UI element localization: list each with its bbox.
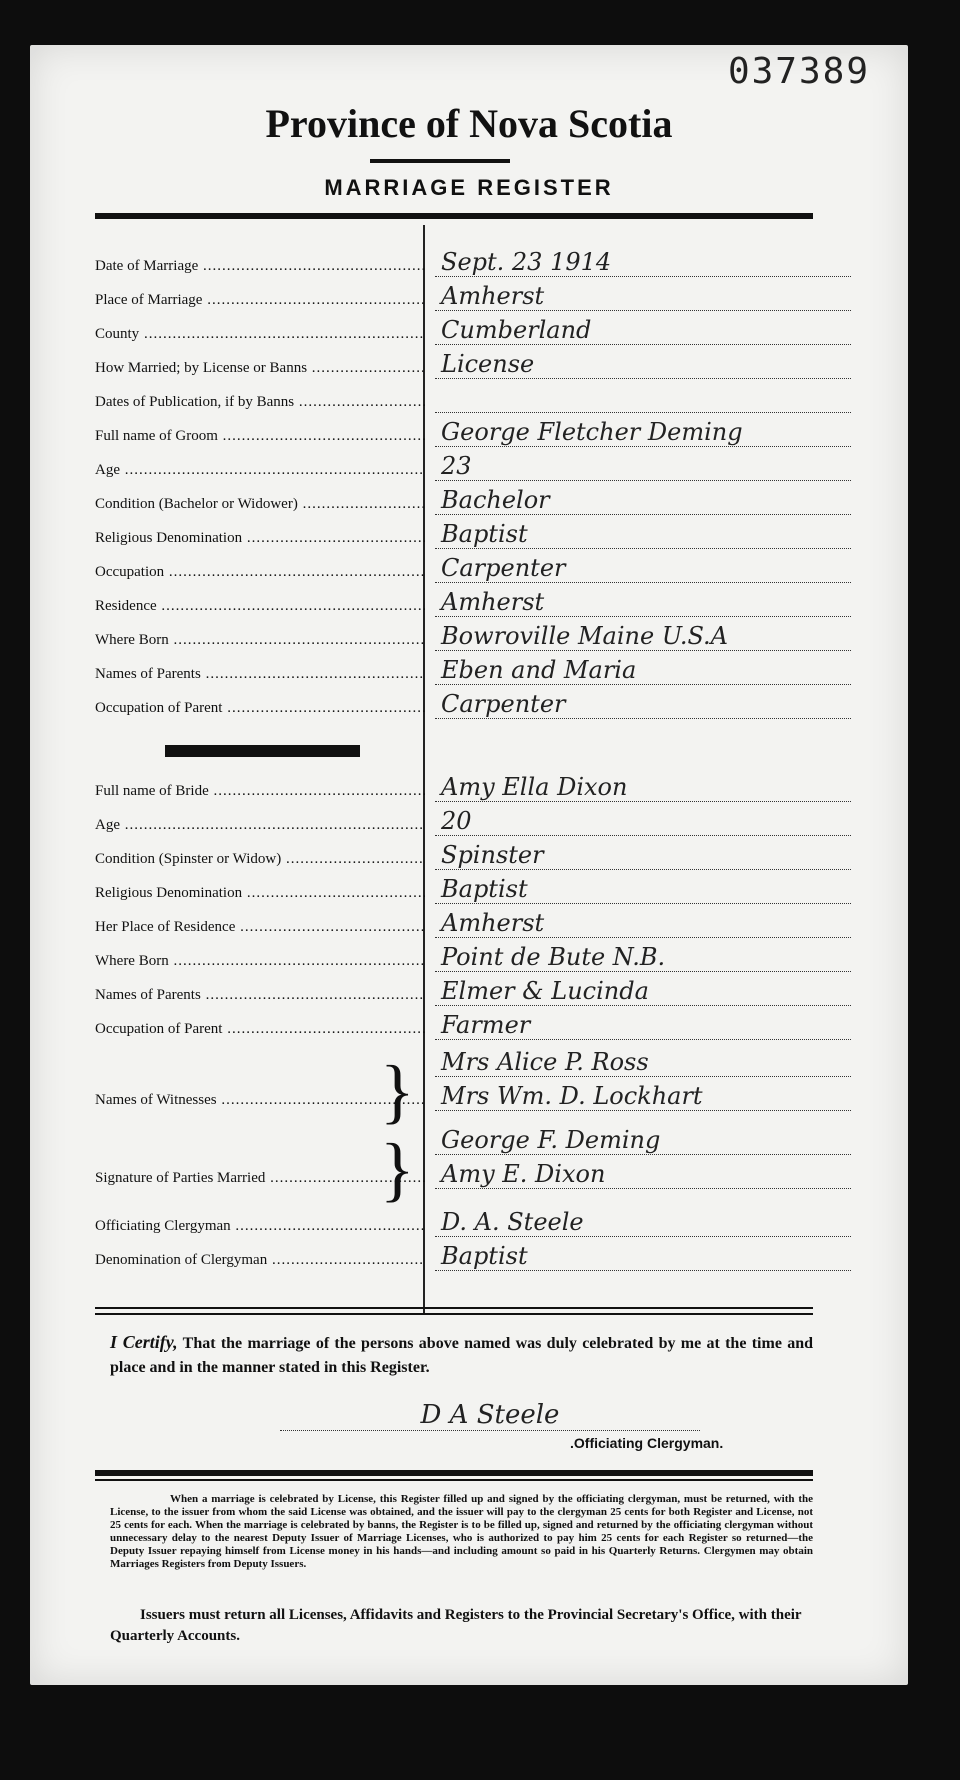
field-label: Where Born ..... bbox=[95, 632, 425, 649]
field-label: Age ..... bbox=[95, 462, 425, 479]
field-label: County ..... bbox=[95, 326, 425, 343]
field-value: Baptist bbox=[435, 875, 851, 904]
field-label: Denomination of Clergyman ..... bbox=[95, 1252, 425, 1269]
field-label: Names of Witnesses ..... bbox=[95, 1092, 425, 1109]
field-value: Amherst bbox=[435, 282, 851, 311]
field-groom-condition bbox=[95, 483, 815, 517]
notice-rule bbox=[95, 1470, 813, 1476]
field-label: Her Place of Residence ..... bbox=[95, 919, 425, 936]
signature-value: Amy E. Dixon bbox=[435, 1160, 851, 1189]
field-groom-age bbox=[95, 449, 815, 483]
field-groom-residence bbox=[95, 585, 815, 619]
field-officiating-clergyman bbox=[95, 1205, 815, 1239]
field-bride-name bbox=[95, 770, 815, 804]
field-label: Age ..... bbox=[95, 817, 425, 834]
register-number: 037389 bbox=[727, 51, 870, 92]
certification-rule-top bbox=[95, 1307, 813, 1309]
field-label: Occupation of Parent ..... bbox=[95, 1021, 425, 1038]
field-label: Full name of Groom ..... bbox=[95, 428, 425, 445]
field-groom-parent-occupation bbox=[95, 687, 815, 721]
certification-lead: I Certify, bbox=[110, 1332, 178, 1352]
field-signature-groom bbox=[95, 1123, 815, 1157]
marriage-register-document bbox=[30, 45, 908, 1685]
field-label: Full name of Bride ..... bbox=[95, 783, 425, 800]
field-value bbox=[435, 412, 851, 413]
field-bride-parent-occupation bbox=[95, 1008, 815, 1042]
field-witness-2 bbox=[95, 1079, 815, 1113]
field-groom-name bbox=[95, 415, 815, 449]
top-rule bbox=[95, 213, 813, 219]
field-value: Baptist bbox=[435, 1242, 851, 1271]
witnesses-brace: } bbox=[380, 1051, 415, 1131]
field-dates-of-publication bbox=[95, 381, 815, 415]
field-value: George Fletcher Deming bbox=[435, 418, 851, 447]
field-value: Carpenter bbox=[435, 690, 851, 719]
field-bride-residence bbox=[95, 906, 815, 940]
certification-rule-bottom bbox=[95, 1313, 813, 1315]
field-value: Elmer & Lucinda bbox=[435, 977, 851, 1006]
field-value: Amherst bbox=[435, 909, 851, 938]
field-bride-age bbox=[95, 804, 815, 838]
field-label: Names of Parents ..... bbox=[95, 987, 425, 1004]
field-groom-birthplace bbox=[95, 619, 815, 653]
section-separator bbox=[165, 745, 360, 757]
field-value: Cumberland bbox=[435, 316, 851, 345]
field-value: License bbox=[435, 350, 851, 379]
field-label: Condition (Spinster or Widow) ..... bbox=[95, 851, 425, 868]
document-title: Province of Nova Scotia bbox=[265, 101, 673, 146]
field-bride-parents bbox=[95, 974, 815, 1008]
field-label: Names of Parents ..... bbox=[95, 666, 425, 683]
field-label: Officiating Clergyman ..... bbox=[95, 1218, 425, 1235]
field-witness-1 bbox=[95, 1045, 815, 1079]
field-groom-occupation bbox=[95, 551, 815, 585]
certification-text: That the marriage of the persons above named was duly celebrated by me at the time and place and in the manner stated in this Register. bbox=[110, 1335, 814, 1376]
field-label: Dates of Publication, if by Banns ..... bbox=[95, 394, 425, 411]
signatures-brace: } bbox=[380, 1129, 415, 1209]
field-signature-bride bbox=[95, 1157, 815, 1191]
field-bride-condition bbox=[95, 838, 815, 872]
field-label: Residence ..... bbox=[95, 598, 425, 615]
field-value: Bachelor bbox=[435, 486, 851, 515]
issuer-instructions: Issuers must return all Licenses, Affidavits and Registers to the Provincial Secretary's Office, with their Quarterly Accounts. bbox=[110, 1607, 802, 1644]
field-value: Farmer bbox=[435, 1011, 851, 1040]
field-label: Place of Marriage ..... bbox=[95, 292, 425, 309]
field-label: Where Born ..... bbox=[95, 953, 425, 970]
field-value: Amherst bbox=[435, 588, 851, 617]
field-value: D. A. Steele bbox=[435, 1208, 851, 1237]
field-label: How Married; by License or Banns ..... bbox=[95, 360, 425, 377]
field-label: Religious Denomination ..... bbox=[95, 885, 425, 902]
field-label: Date of Marriage ..... bbox=[95, 258, 425, 275]
field-value: Carpenter bbox=[435, 554, 851, 583]
clergy-signature: D A Steele bbox=[280, 1400, 700, 1431]
signature-caption: .Officiating Clergyman. bbox=[570, 1435, 724, 1451]
field-bride-birthplace bbox=[95, 940, 815, 974]
filing-instructions: When a marriage is celebrated by License, this Register filled up and signed by the officiating clergyman, must be returned, with the License, to the issuer from whom the said License was obtained, and the issuer will pay to the clergyman 25 cents for both Register and License, not 25 cents for each. When the marriage is celebrated by banns, the Register is to be filled up, signed and returned by the officiating clergyman without unnecessary delay to the nearest Deputy Issuer of Marriage Licenses, who is authorized to pay him 25 cents for each Register so returned—the Deputy Issuer repaying himself from License money in his hands—and including amount so paid in his Quarterly Returns. Clergymen may obtain Marriages Registers from Deputy Issuers. bbox=[110, 1493, 813, 1570]
field-value: Point de Bute N.B. bbox=[435, 943, 851, 972]
field-county bbox=[95, 313, 815, 347]
field-value: 23 bbox=[435, 452, 851, 481]
witness-value: Mrs Alice P. Ross bbox=[435, 1048, 851, 1077]
field-groom-religion bbox=[95, 517, 815, 551]
field-value: Baptist bbox=[435, 520, 851, 549]
field-value: Bowroville Maine U.S.A bbox=[435, 622, 851, 651]
field-clergy-denomination bbox=[95, 1239, 815, 1273]
field-value: Amy Ella Dixon bbox=[435, 773, 851, 802]
title-divider bbox=[370, 159, 510, 163]
certification-statement bbox=[110, 1330, 813, 1380]
notice-rule-thin bbox=[95, 1479, 813, 1481]
field-label: Signature of Parties Married ..... bbox=[95, 1170, 425, 1187]
field-label: Occupation of Parent ..... bbox=[95, 700, 425, 717]
field-place-of-marriage bbox=[95, 279, 815, 313]
field-groom-parents bbox=[95, 653, 815, 687]
witness-value: Mrs Wm. D. Lockhart bbox=[435, 1082, 851, 1111]
field-date-of-marriage bbox=[95, 245, 815, 279]
field-label: Occupation ..... bbox=[95, 564, 425, 581]
document-subtitle: MARRIAGE REGISTER bbox=[324, 175, 614, 200]
field-label: Religious Denomination ..... bbox=[95, 530, 425, 547]
signature-value: George F. Deming bbox=[435, 1126, 851, 1155]
field-value: 20 bbox=[435, 807, 851, 836]
field-how-married bbox=[95, 347, 815, 381]
field-value: Spinster bbox=[435, 841, 851, 870]
field-label: Condition (Bachelor or Widower) ..... bbox=[95, 496, 425, 513]
field-bride-religion bbox=[95, 872, 815, 906]
field-value: Eben and Maria bbox=[435, 656, 851, 685]
field-value: Sept. 23 1914 bbox=[435, 248, 851, 277]
